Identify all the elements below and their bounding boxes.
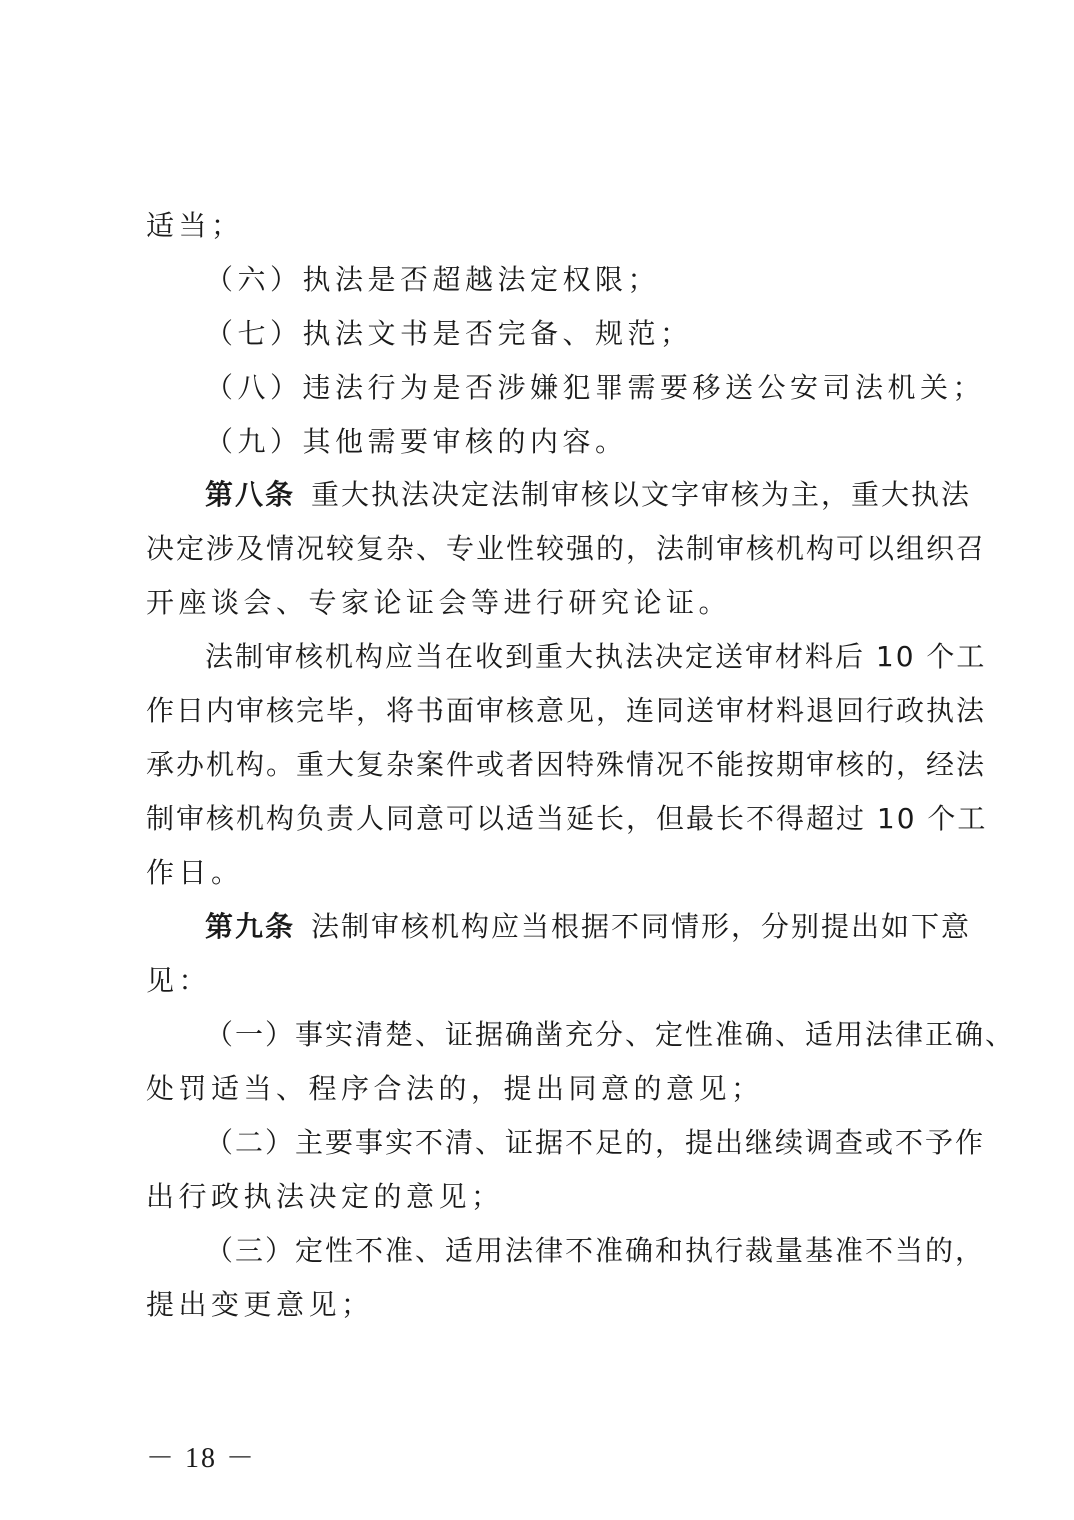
text-line: 作日内审核完毕，将书面审核意见，连同送审材料退回行政执法 <box>146 694 987 727</box>
text-line: 出行政执法决定的意见； <box>146 1180 504 1213</box>
page-number: － 18 － <box>146 1443 257 1474</box>
list-item-1: （一）事实清楚、证据确凿充分、定性准确、适用法律正确、 <box>205 1018 1016 1051</box>
list-item-8: （八）违法行为是否涉嫌犯罪需要移送公安司法机关； <box>205 371 986 404</box>
text-line: 制审核机构负责人同意可以适当延长，但最长不得超过 10 个工 <box>146 802 988 835</box>
text-line: 决定涉及情况较复杂、专业性较强的，法制审核机构可以组织召 <box>146 532 987 565</box>
paragraph-line: 法制审核机构应当在收到重大执法决定送审材料后 10 个工 <box>205 640 987 673</box>
text-line: 见： <box>146 964 212 997</box>
list-item-3: （三）定性不准、适用法律不准确和执行裁量基准不当的， <box>205 1234 986 1267</box>
text-line: 开座谈会、专家论证会等进行研究论证。 <box>146 586 732 619</box>
article-heading: 第八条 <box>205 478 296 511</box>
text-line: 适当； <box>146 209 244 242</box>
list-item-2: （二）主要事实不清、证据不足的，提出继续调查或不予作 <box>205 1126 986 1159</box>
article-8-line: 第八条 重大执法决定法制审核以文字审核为主，重大执法 <box>205 478 972 511</box>
text-line: 作日。 <box>146 856 244 889</box>
article-heading: 第九条 <box>205 910 296 943</box>
text-line: 承办机构。重大复杂案件或者因特殊情况不能按期审核的，经法 <box>146 748 987 781</box>
text-line: 提出变更意见； <box>146 1288 374 1321</box>
article-9-line: 第九条 法制审核机构应当根据不同情形，分别提出如下意 <box>205 910 972 943</box>
text-line: 处罚适当、程序合法的，提出同意的意见； <box>146 1072 764 1105</box>
list-item-7: （七）执法文书是否完备、规范； <box>205 317 693 350</box>
list-item-9: （九）其他需要审核的内容。 <box>205 425 628 458</box>
list-item-6: （六）执法是否超越法定权限； <box>205 263 661 296</box>
